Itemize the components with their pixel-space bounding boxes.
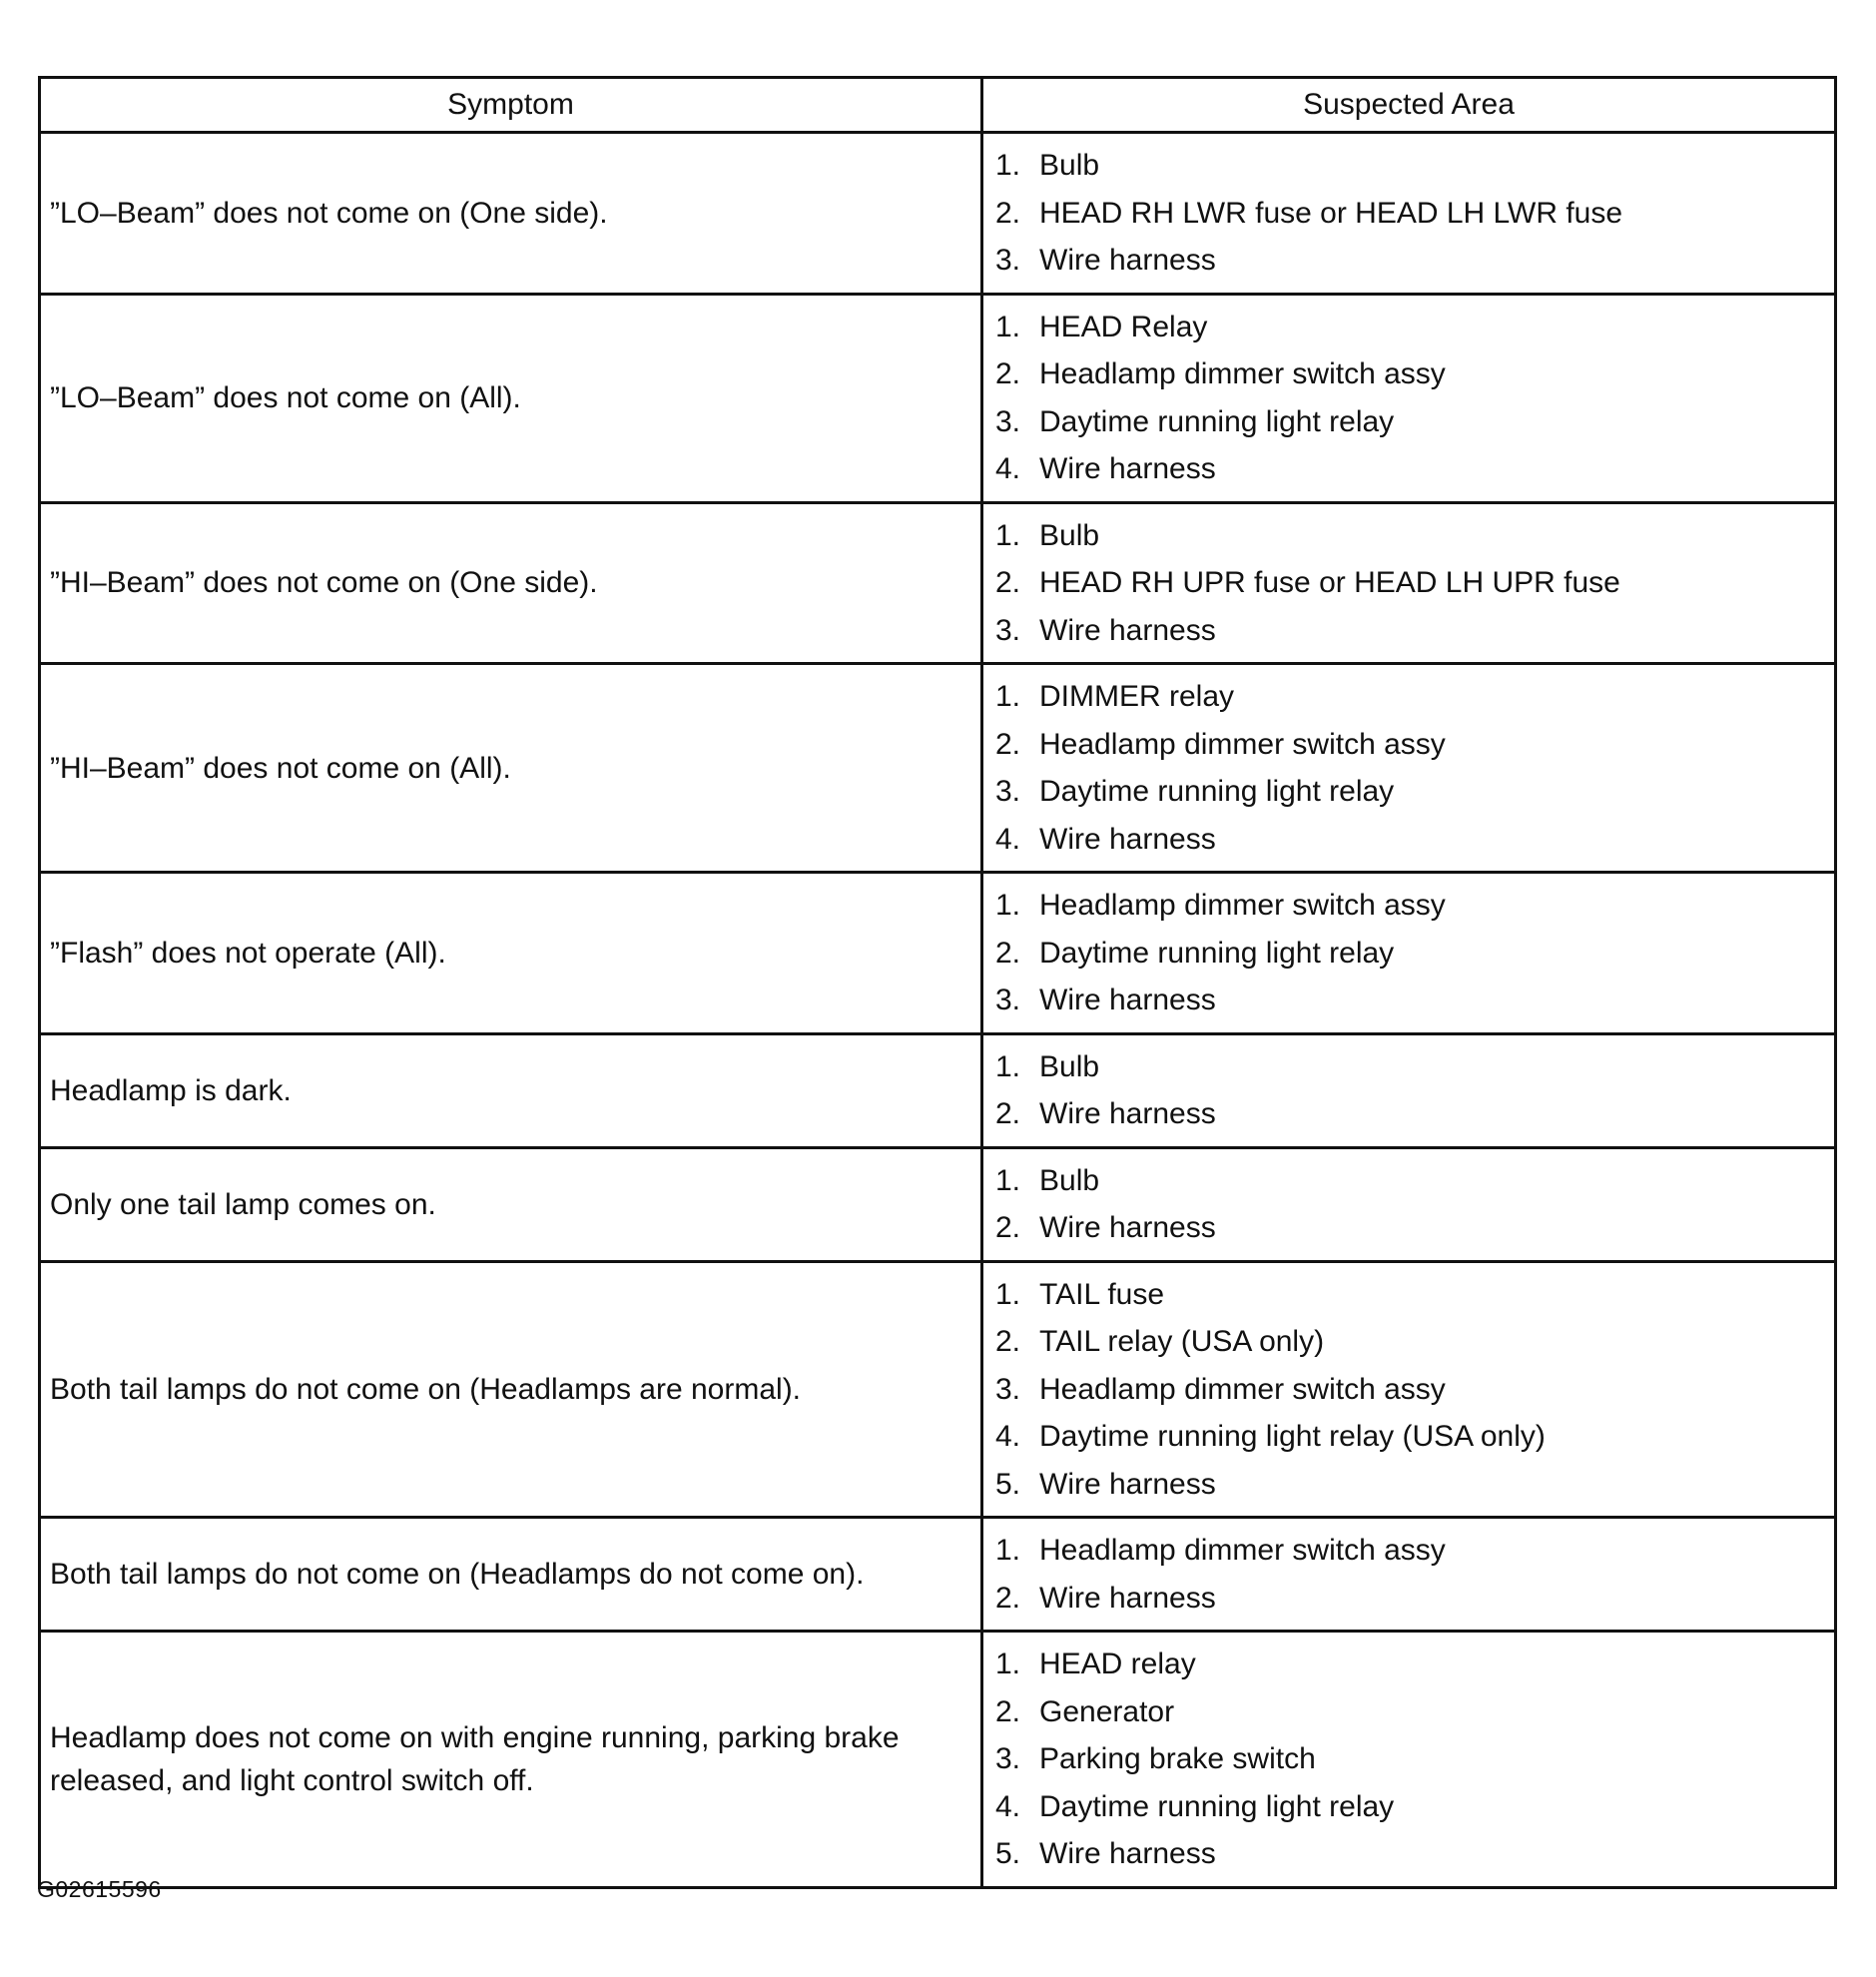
item-text: Daytime running light relay — [1039, 404, 1395, 438]
item-number: 1. — [995, 680, 1021, 713]
suspected-area-item — [995, 977, 1824, 1024]
item-number: 3. — [995, 404, 1021, 438]
item-text: Wire harness — [1039, 984, 1216, 1016]
item-text: Wire harness — [1039, 1837, 1216, 1870]
suspected-area-cell — [982, 133, 1836, 295]
suspected-area-cell — [982, 873, 1836, 1034]
item-number: 2. — [995, 357, 1021, 390]
table-body — [40, 133, 1836, 1888]
suspected-area-item — [995, 142, 1824, 190]
table-row — [40, 502, 1836, 664]
item-number: 1. — [995, 149, 1021, 182]
item-number: 2. — [995, 196, 1021, 230]
header-symptom: Symptom — [40, 78, 982, 133]
suspected-area-list — [995, 304, 1824, 493]
item-number: 4. — [995, 452, 1021, 485]
suspected-area-item — [995, 1735, 1824, 1783]
symptom-cell: Both tail lamps do not come on (Headlamps do not come on). — [40, 1518, 982, 1632]
suspected-area-item — [995, 1461, 1824, 1509]
item-number: 2. — [995, 1097, 1021, 1130]
item-text: Daytime running light relay — [1039, 1789, 1395, 1823]
suspected-area-item — [995, 1204, 1824, 1252]
item-number: 2. — [995, 1211, 1021, 1244]
item-text: HEAD relay — [1039, 1648, 1196, 1680]
symptom-cell: ”HI–Beam” does not come on (All). — [40, 664, 982, 873]
troubleshooting-table — [38, 76, 1837, 1889]
suspected-area-item — [995, 1413, 1824, 1461]
suspected-area-item — [995, 512, 1824, 560]
item-text: Headlamp dimmer switch assy — [1039, 1534, 1446, 1567]
figure-code: G02615596 — [37, 1876, 162, 1902]
suspected-area-item — [995, 445, 1824, 493]
item-text: HEAD Relay — [1039, 310, 1208, 343]
suspected-area-cell — [982, 1147, 1836, 1261]
item-text: Daytime running light relay — [1039, 936, 1395, 970]
suspected-area-item — [995, 673, 1824, 721]
suspected-area-cell — [982, 502, 1836, 664]
item-number: 1. — [995, 518, 1021, 552]
item-number: 2. — [995, 566, 1021, 599]
table-row — [40, 294, 1836, 502]
item-number: 2. — [995, 1694, 1021, 1728]
symptom-cell: ”Flash” does not operate (All). — [40, 873, 982, 1034]
item-number: 1. — [995, 889, 1021, 922]
suspected-area-item — [995, 607, 1824, 655]
suspected-area-list — [995, 1527, 1824, 1622]
item-number: 3. — [995, 613, 1021, 647]
table-row — [40, 1261, 1836, 1518]
suspected-area-item — [995, 350, 1824, 398]
suspected-area-item — [995, 559, 1824, 607]
item-text: Headlamp dimmer switch assy — [1039, 727, 1446, 761]
suspected-area-list — [995, 512, 1824, 655]
suspected-area-list — [995, 1043, 1824, 1138]
table-row — [40, 133, 1836, 295]
item-text: Bulb — [1039, 149, 1100, 182]
item-text: Wire harness — [1039, 244, 1216, 277]
item-text: Bulb — [1039, 1049, 1100, 1083]
table-row — [40, 1033, 1836, 1147]
item-number: 2. — [995, 1325, 1021, 1358]
item-text: Headlamp dimmer switch assy — [1039, 357, 1446, 390]
item-text: DIMMER relay — [1039, 680, 1235, 713]
symptom-cell: Both tail lamps do not come on (Headlamps are normal). — [40, 1261, 982, 1518]
item-text: HEAD RH LWR fuse or HEAD LH LWR fuse — [1039, 196, 1623, 230]
item-text: Headlamp dimmer switch assy — [1039, 1372, 1446, 1406]
item-text: Wire harness — [1039, 1097, 1216, 1130]
suspected-area-item — [995, 1641, 1824, 1688]
header-suspected-area: Suspected Area — [982, 78, 1836, 133]
item-number: 3. — [995, 244, 1021, 277]
suspected-area-item — [995, 1688, 1824, 1736]
suspected-area-item — [995, 930, 1824, 978]
suspected-area-item — [995, 190, 1824, 238]
suspected-area-item — [995, 721, 1824, 769]
suspected-area-list — [995, 1157, 1824, 1252]
suspected-area-item — [995, 237, 1824, 285]
item-text: Wire harness — [1039, 1211, 1216, 1244]
symptom-cell: Headlamp does not come on with engine running, parking brake released, and light control switch off. — [40, 1632, 982, 1888]
item-number: 4. — [995, 1420, 1021, 1453]
item-text: Wire harness — [1039, 613, 1216, 647]
item-number: 2. — [995, 936, 1021, 970]
item-number: 2. — [995, 727, 1021, 761]
suspected-area-item — [995, 1043, 1824, 1091]
item-text: Bulb — [1039, 518, 1100, 552]
item-number: 3. — [995, 1742, 1021, 1775]
suspected-area-list — [995, 142, 1824, 285]
item-number: 3. — [995, 775, 1021, 808]
suspected-area-item — [995, 304, 1824, 351]
suspected-area-item — [995, 1783, 1824, 1831]
suspected-area-list — [995, 1641, 1824, 1878]
table-row — [40, 1147, 1836, 1261]
item-text: Wire harness — [1039, 1467, 1216, 1501]
item-number: 3. — [995, 1372, 1021, 1406]
suspected-area-item — [995, 1318, 1824, 1366]
symptom-cell: ”LO–Beam” does not come on (All). — [40, 294, 982, 502]
table-row — [40, 873, 1836, 1034]
item-number: 1. — [995, 1648, 1021, 1680]
suspected-area-item — [995, 1366, 1824, 1414]
item-text: Daytime running light relay — [1039, 775, 1395, 808]
item-number: 1. — [995, 310, 1021, 343]
item-number: 5. — [995, 1467, 1021, 1501]
suspected-area-cell — [982, 664, 1836, 873]
item-number: 5. — [995, 1837, 1021, 1870]
table-row — [40, 1518, 1836, 1632]
suspected-area-cell — [982, 1033, 1836, 1147]
suspected-area-item — [995, 1527, 1824, 1575]
item-number: 1. — [995, 1049, 1021, 1083]
item-text: TAIL relay (USA only) — [1039, 1325, 1325, 1358]
suspected-area-item — [995, 1830, 1824, 1878]
symptom-cell: Headlamp is dark. — [40, 1033, 982, 1147]
item-number: 1. — [995, 1163, 1021, 1197]
suspected-area-item — [995, 1271, 1824, 1319]
suspected-area-item — [995, 1157, 1824, 1205]
suspected-area-list — [995, 882, 1824, 1024]
table-row — [40, 664, 1836, 873]
suspected-area-item — [995, 816, 1824, 864]
item-number: 4. — [995, 822, 1021, 856]
table-header-row — [40, 78, 1836, 133]
symptom-cell: ”HI–Beam” does not come on (One side). — [40, 502, 982, 664]
item-text: HEAD RH UPR fuse or HEAD LH UPR fuse — [1039, 566, 1620, 599]
item-number: 1. — [995, 1277, 1021, 1311]
suspected-area-item — [995, 768, 1824, 816]
suspected-area-item — [995, 1090, 1824, 1138]
item-text: Generator — [1039, 1694, 1175, 1728]
item-text: TAIL fuse — [1039, 1277, 1165, 1311]
symptom-cell: ”LO–Beam” does not come on (One side). — [40, 133, 982, 295]
item-text: Headlamp dimmer switch assy — [1039, 889, 1446, 922]
item-number: 4. — [995, 1789, 1021, 1823]
item-number: 3. — [995, 984, 1021, 1016]
item-text: Wire harness — [1039, 452, 1216, 485]
item-text: Wire harness — [1039, 822, 1216, 856]
item-number: 2. — [995, 1581, 1021, 1615]
item-text: Parking brake switch — [1039, 1742, 1316, 1775]
suspected-area-cell — [982, 1261, 1836, 1518]
suspected-area-cell — [982, 1632, 1836, 1888]
item-text: Wire harness — [1039, 1581, 1216, 1615]
symptom-cell: Only one tail lamp comes on. — [40, 1147, 982, 1261]
item-text: Daytime running light relay (USA only) — [1039, 1420, 1546, 1453]
item-text: Bulb — [1039, 1163, 1100, 1197]
suspected-area-list — [995, 1271, 1824, 1509]
suspected-area-list — [995, 673, 1824, 863]
suspected-area-item — [995, 882, 1824, 930]
suspected-area-cell — [982, 1518, 1836, 1632]
table-row — [40, 1632, 1836, 1888]
item-number: 1. — [995, 1534, 1021, 1567]
suspected-area-item — [995, 1575, 1824, 1623]
suspected-area-cell — [982, 294, 1836, 502]
suspected-area-item — [995, 398, 1824, 446]
